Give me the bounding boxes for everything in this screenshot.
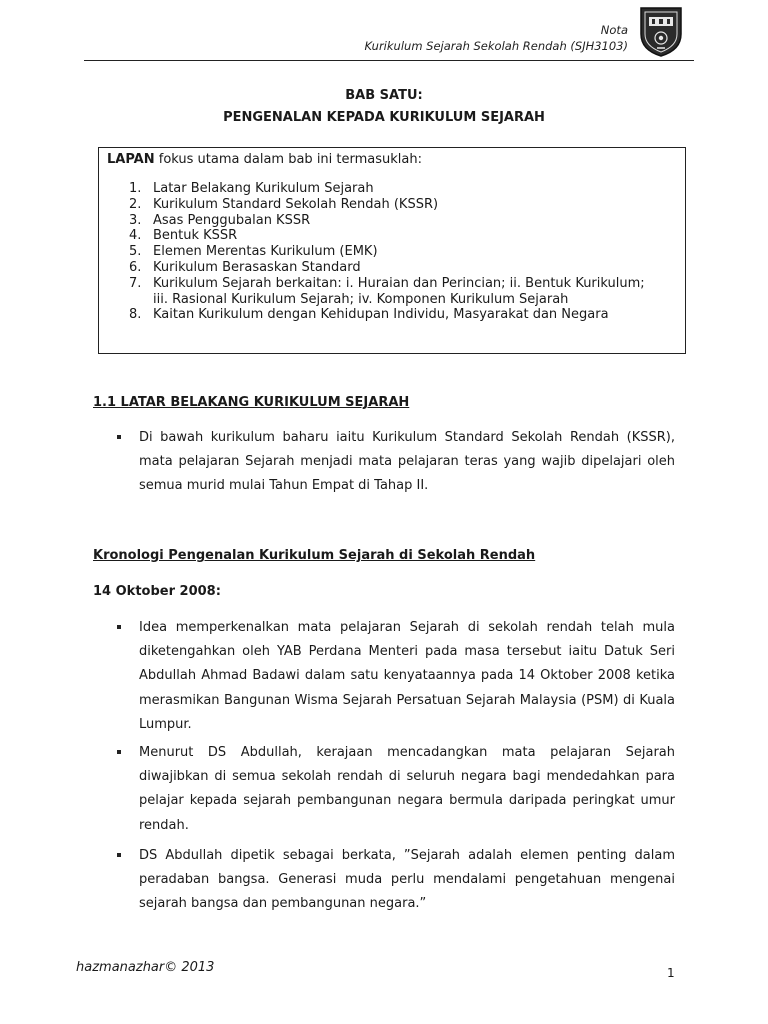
page-number: 1	[667, 966, 675, 980]
list-text: Asas Penggubalan KSSR	[153, 212, 311, 228]
list-item	[129, 276, 669, 292]
list-item	[129, 260, 669, 276]
bullet-item	[93, 426, 675, 499]
list-text: Kurikulum Berasaskan Standard	[153, 259, 361, 275]
bullet-icon	[117, 625, 121, 629]
bullet-text: Menurut DS Abdullah, kerajaan mencadangkan mata pelajaran Sejarah diwajibkan di semua sekolah rendah di seluruh negara bagi mendedahkan para pelajar kepada sejarah pembangunan negara bermula daripada peringkat umur rendah.	[139, 745, 675, 833]
bullet-text: Idea memperkenalkan mata pelajaran Sejarah di sekolah rendah telah mula diketengahkan oleh YAB Perdana Menteri pada masa tersebut iaitu Datuk Seri Abdullah Ahmad Badawi dalam satu kenyataannya pada 14 Oktober 2008 ketika merasmikan Bangunan Wisma Sejarah Persatuan Sejarah Malaysia (PSM) di Kuala Lumpur.	[139, 620, 675, 732]
bullet-text: DS Abdullah dipetik sebagai berkata, ”Sejarah adalah elemen penting dalam peradaban bangsa. Generasi muda perlu mendalami pengetahuan mengenai sejarah bangsa dan pembangunan negara.”	[139, 848, 675, 912]
list-item-continuation	[129, 292, 669, 308]
bullet-item	[93, 741, 675, 838]
section-heading-1-1: 1.1 LATAR BELAKANG KURIKULUM SEJARAH	[93, 395, 410, 410]
focus-summary-box	[98, 147, 686, 354]
focus-list	[129, 181, 669, 323]
bullet-text: Di bawah kurikulum baharu iaitu Kurikulum Standard Sekolah Rendah (KSSR), mata pelajaran Sejarah menjadi mata pelajaran teras yang wajib dipelajari oleh semua murid mulai Tahun Empat di Tahap II.	[139, 430, 675, 494]
list-text: Kaitan Kurikulum dengan Kehidupan Individu, Masyarakat dan Negara	[153, 307, 609, 323]
focus-count: LAPAN	[107, 152, 155, 167]
list-text: Latar Belakang Kurikulum Sejarah	[153, 181, 374, 196]
header-course-title: Kurikulum Sejarah Sekolah Rendah (SJH3103)	[364, 39, 628, 53]
list-number: 5.	[129, 244, 142, 260]
header-divider	[84, 60, 694, 61]
list-number: 1.	[129, 181, 142, 196]
list-subtext: iii. Rasional Kurikulum Sejarah; iv. Komponen Kurikulum Sejarah	[153, 291, 569, 307]
list-number: 7.	[129, 275, 142, 291]
bullet-icon	[117, 435, 121, 439]
bullet-icon	[117, 750, 121, 754]
date-heading: 14 Oktober 2008:	[93, 584, 221, 599]
header-note-label: Nota	[600, 23, 628, 37]
list-item	[129, 181, 669, 197]
list-item	[129, 307, 669, 323]
list-number: 8.	[129, 307, 142, 323]
list-text: Bentuk KSSR	[153, 228, 238, 244]
chapter-label: BAB SATU:	[345, 88, 423, 103]
crest-shield-icon	[637, 4, 685, 58]
list-item	[129, 228, 669, 244]
bullet-item	[93, 616, 675, 737]
focus-intro-text: fokus utama dalam bab ini termasuklah:	[154, 152, 422, 167]
list-text: Kurikulum Sejarah berkaitan: i. Huraian dan Perincian; ii. Bentuk Kurikulum;	[153, 275, 645, 291]
section-heading-kronologi: Kronologi Pengenalan Kurikulum Sejarah di Sekolah Rendah	[93, 548, 536, 563]
list-number: 4.	[129, 228, 142, 244]
focus-intro	[107, 152, 422, 167]
footer-author: hazmanazhar© 2013	[76, 960, 215, 975]
list-text: Kurikulum Standard Sekolah Rendah (KSSR)	[153, 196, 439, 212]
list-number: 3.	[129, 212, 142, 228]
list-number: 6.	[129, 259, 142, 275]
list-item	[129, 213, 669, 229]
running-header	[364, 22, 628, 54]
chapter-title: PENGENALAN KEPADA KURIKULUM SEJARAH	[223, 110, 545, 125]
list-item	[129, 197, 669, 213]
bullet-item	[93, 844, 675, 917]
list-item	[129, 244, 669, 260]
list-number: 2.	[129, 196, 142, 212]
bullet-icon	[117, 853, 121, 857]
list-text: Elemen Merentas Kurikulum (EMK)	[153, 244, 378, 260]
